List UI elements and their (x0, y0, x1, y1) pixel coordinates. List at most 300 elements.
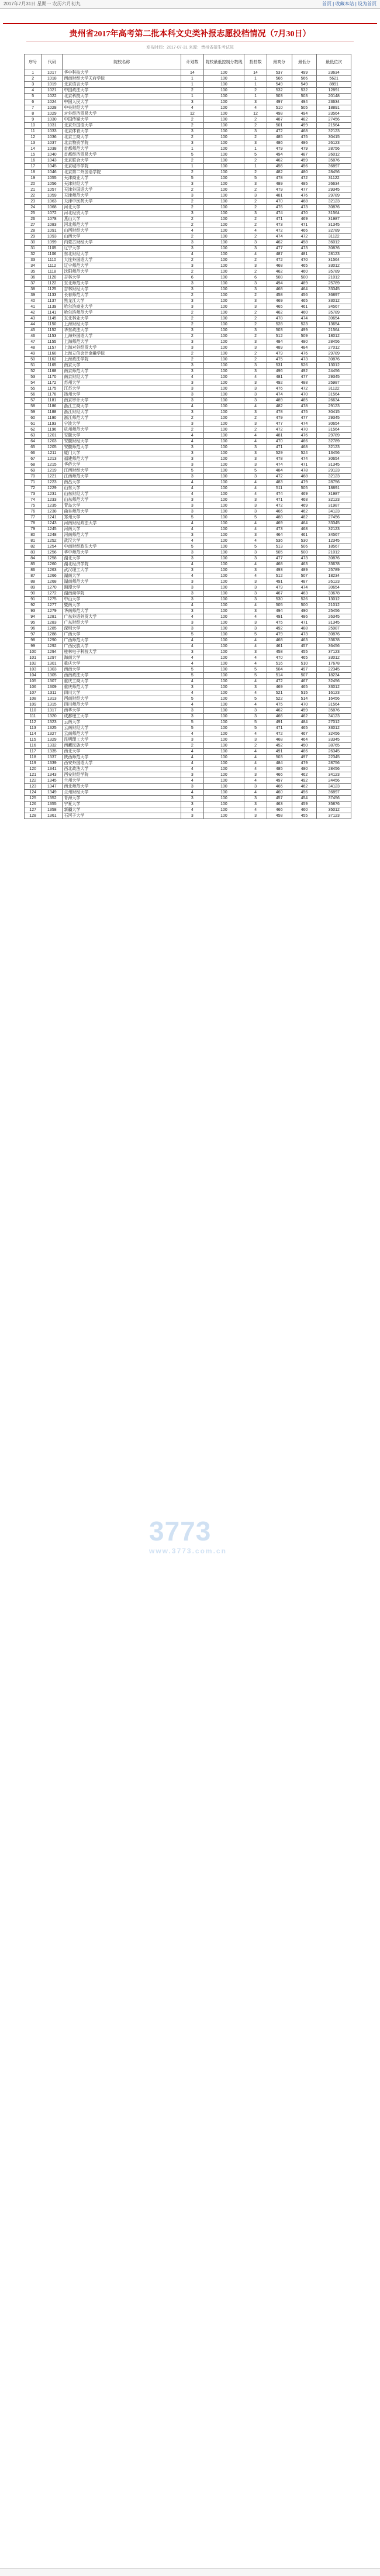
row-max: 505 (267, 550, 292, 556)
row-rank: 13012 (317, 363, 351, 369)
row-rank: 35012 (317, 807, 351, 813)
row-school: 武汉大学 (63, 538, 181, 544)
row-index: 53 (25, 374, 42, 380)
row-max: 481 (267, 374, 292, 380)
row-min-line: 100 (203, 562, 244, 568)
row-index: 54 (25, 380, 42, 386)
row-code: 1145 (42, 316, 63, 322)
row-admit: 3 (244, 796, 267, 802)
row-max: 474 (267, 491, 292, 497)
row-max: 549 (267, 82, 292, 88)
row-min-line: 100 (203, 503, 244, 509)
row-plan: 2 (181, 170, 203, 176)
row-admit: 5 (244, 152, 267, 158)
row-code: 1188 (42, 410, 63, 415)
row-min: 472 (292, 386, 317, 392)
row-school: 东北师范大学 (63, 281, 181, 287)
row-max: 472 (267, 731, 292, 737)
row-rank: 31345 (317, 620, 351, 626)
row-school: 青岛大学 (63, 503, 181, 509)
row-min-line: 100 (203, 708, 244, 714)
row-admit: 2 (244, 187, 267, 193)
row-plan: 4 (181, 486, 203, 491)
table-row (25, 240, 351, 246)
row-code: 1057 (42, 187, 63, 193)
row-rank: 31987 (317, 216, 351, 222)
row-min: 479 (292, 480, 317, 486)
row-rank: 31122 (317, 386, 351, 392)
row-admit: 1 (244, 94, 267, 99)
row-index: 33 (25, 257, 42, 263)
row-admit: 3 (244, 620, 267, 626)
row-max: 537 (267, 70, 292, 76)
row-min: 450 (292, 743, 317, 749)
row-min-line: 100 (203, 737, 244, 743)
row-min-line: 100 (203, 123, 244, 129)
row-rank: 23634 (317, 99, 351, 105)
row-min: 484 (292, 720, 317, 725)
row-index: 58 (25, 404, 42, 410)
row-max: 528 (267, 322, 292, 328)
row-rank: 32789 (317, 228, 351, 234)
row-min-line: 100 (203, 620, 244, 626)
row-min: 477 (292, 415, 317, 421)
row-max: 566 (267, 76, 292, 82)
row-school: 中南财经政法大学 (63, 544, 181, 550)
row-plan: 3 (181, 737, 203, 743)
row-school: 哈尔滨师范大学 (63, 310, 181, 316)
row-min-line: 100 (203, 778, 244, 784)
table-row (25, 445, 351, 450)
row-school: 西安财经学院 (63, 772, 181, 778)
table-row (25, 293, 351, 298)
table-row (25, 310, 351, 316)
row-index: 55 (25, 386, 42, 392)
row-rank: 18012 (317, 333, 351, 339)
row-plan: 4 (181, 404, 203, 410)
row-min-line: 100 (203, 655, 244, 661)
row-min: 469 (292, 216, 317, 222)
row-min: 469 (292, 503, 317, 509)
row-code: 1181 (42, 398, 63, 404)
row-max: 532 (267, 88, 292, 94)
row-index: 108 (25, 696, 42, 702)
row-code: 1268 (42, 579, 63, 585)
row-index: 47 (25, 339, 42, 345)
row-index: 71 (25, 480, 42, 486)
table-row (25, 568, 351, 573)
row-school: 首都经济贸易大学 (63, 152, 181, 158)
row-index: 79 (25, 527, 42, 532)
row-rank: 5621 (317, 76, 351, 82)
row-code: 1168 (42, 369, 63, 374)
row-plan: 3 (181, 421, 203, 427)
row-min-line: 100 (203, 491, 244, 497)
row-plan: 2 (181, 427, 203, 433)
row-min: 480 (292, 766, 317, 772)
row-code: 1352 (42, 796, 63, 802)
row-min: 474 (292, 421, 317, 427)
row-rank: 25987 (317, 626, 351, 632)
row-code: 1279 (42, 608, 63, 614)
row-code: 1036 (42, 135, 63, 140)
row-min: 487 (292, 152, 317, 158)
row-rank: 27012 (317, 720, 351, 725)
table-row (25, 708, 351, 714)
row-admit: 4 (244, 749, 267, 755)
row-plan: 4 (181, 790, 203, 796)
row-min: 462 (292, 784, 317, 790)
row-min-line: 100 (203, 404, 244, 410)
row-admit: 3 (244, 380, 267, 386)
table-row (25, 187, 351, 193)
row-min: 480 (292, 170, 317, 176)
row-admit: 4 (244, 755, 267, 761)
row-admit: 3 (244, 129, 267, 135)
row-rank: 25789 (317, 568, 351, 573)
row-index: 39 (25, 293, 42, 298)
row-index: 18 (25, 170, 42, 176)
col-admit: 投档数 (244, 54, 267, 70)
row-school: 广西师范大学 (63, 638, 181, 644)
row-index: 21 (25, 187, 42, 193)
row-index: 50 (25, 357, 42, 363)
row-school: 天津外国语大学 (63, 187, 181, 193)
row-rank: 36897 (317, 790, 351, 796)
row-plan: 5 (181, 667, 203, 673)
row-rank: 18234 (317, 573, 351, 579)
row-admit: 3 (244, 737, 267, 743)
row-min-line: 100 (203, 480, 244, 486)
row-school: 武汉理工大学 (63, 568, 181, 573)
row-max: 465 (267, 304, 292, 310)
row-admit: 2 (244, 333, 267, 339)
row-school: 天津商业大学 (63, 176, 181, 181)
row-plan: 3 (181, 281, 203, 287)
row-min-line: 100 (203, 345, 244, 351)
row-school: 厦门大学 (63, 450, 181, 456)
row-code: 1345 (42, 778, 63, 784)
row-min: 526 (292, 363, 317, 369)
row-admit: 5 (244, 673, 267, 679)
row-index: 92 (25, 603, 42, 608)
row-code: 1294 (42, 649, 63, 655)
row-admit: 3 (244, 497, 267, 503)
row-code: 1059 (42, 193, 63, 199)
row-max: 461 (267, 644, 292, 649)
row-max: 456 (267, 164, 292, 170)
row-min: 468 (292, 199, 317, 205)
row-min-line: 100 (203, 234, 244, 240)
row-admit: 3 (244, 304, 267, 310)
row-code: 1339 (42, 761, 63, 766)
row-admit: 4 (244, 790, 267, 796)
top-links[interactable]: 首页 | 收藏本站 | 设为首页 (322, 1, 376, 6)
table-row (25, 731, 351, 737)
row-plan: 2 (181, 222, 203, 228)
table-row (25, 392, 351, 398)
row-plan: 3 (181, 386, 203, 392)
row-index: 49 (25, 351, 42, 357)
row-min: 532 (292, 88, 317, 94)
row-code: 1241 (42, 515, 63, 521)
row-index: 10 (25, 123, 42, 129)
row-min-line: 100 (203, 450, 244, 456)
row-min: 510 (292, 661, 317, 667)
row-max: 474 (267, 392, 292, 398)
col-rank: 最低位次 (317, 54, 351, 70)
row-min-line: 100 (203, 772, 244, 778)
row-school: 浙江财经大学 (63, 410, 181, 415)
row-plan: 3 (181, 240, 203, 246)
row-rank: 26345 (317, 749, 351, 755)
row-code: 1349 (42, 790, 63, 796)
row-code: 1213 (42, 456, 63, 462)
table-row (25, 369, 351, 374)
row-rank: 35789 (317, 269, 351, 275)
row-index: 60 (25, 415, 42, 421)
table-row (25, 462, 351, 468)
row-rank: 27456 (317, 117, 351, 123)
row-max: 462 (267, 158, 292, 164)
row-school: 安徽师范大学 (63, 445, 181, 450)
row-index: 42 (25, 310, 42, 316)
row-code: 1155 (42, 339, 63, 345)
row-index: 13 (25, 140, 42, 146)
row-plan: 2 (181, 205, 203, 211)
row-max: 477 (267, 246, 292, 252)
col-min: 最低分 (292, 54, 317, 70)
row-max: 482 (267, 170, 292, 176)
row-school: 北京第二外国语学院 (63, 170, 181, 176)
row-rank: 35789 (317, 310, 351, 316)
row-min: 494 (292, 111, 317, 117)
row-max: 503 (267, 755, 292, 761)
table-row (25, 410, 351, 415)
row-index: 48 (25, 345, 42, 351)
table-row (25, 304, 351, 310)
row-rank: 29789 (317, 433, 351, 439)
row-min-line: 100 (203, 649, 244, 655)
row-min: 458 (292, 240, 317, 246)
row-admit: 3 (244, 597, 267, 603)
row-code: 1153 (42, 333, 63, 339)
row-max: 478 (267, 410, 292, 415)
row-index: 66 (25, 450, 42, 456)
row-index: 4 (25, 88, 42, 94)
row-min-line: 100 (203, 608, 244, 614)
row-admit: 3 (244, 708, 267, 714)
row-admit: 2 (244, 170, 267, 176)
row-rank: 30654 (317, 456, 351, 462)
row-index: 40 (25, 298, 42, 304)
row-admit: 12 (244, 111, 267, 117)
row-min-line: 100 (203, 497, 244, 503)
row-admit: 2 (244, 357, 267, 363)
row-admit: 3 (244, 802, 267, 807)
row-code: 1335 (42, 749, 63, 755)
row-admit: 3 (244, 193, 267, 199)
row-max: 478 (267, 176, 292, 181)
row-min: 472 (292, 176, 317, 181)
row-admit: 4 (244, 521, 267, 527)
row-plan: 4 (181, 538, 203, 544)
row-plan: 3 (181, 462, 203, 468)
row-school: 湖南大学 (63, 573, 181, 579)
row-max: 466 (267, 807, 292, 813)
row-rank: 26345 (317, 614, 351, 620)
table-row (25, 298, 351, 304)
row-admit: 4 (244, 638, 267, 644)
row-plan: 3 (181, 591, 203, 597)
row-code: 1301 (42, 661, 63, 667)
row-rank: 30876 (317, 632, 351, 638)
row-min-line: 100 (203, 357, 244, 363)
row-min-line: 100 (203, 690, 244, 696)
row-school: 陕西师范大学 (63, 755, 181, 761)
row-code: 1093 (42, 234, 63, 240)
row-plan: 4 (181, 766, 203, 772)
row-min: 478 (292, 404, 317, 410)
row-min-line: 100 (203, 257, 244, 263)
row-min-line: 100 (203, 246, 244, 252)
row-admit: 3 (244, 99, 267, 105)
row-admit: 4 (244, 614, 267, 620)
row-min-line: 100 (203, 661, 244, 667)
row-admit: 4 (244, 573, 267, 579)
row-max: 522 (267, 696, 292, 702)
row-plan: 3 (181, 287, 203, 293)
row-code: 1341 (42, 766, 63, 772)
row-code: 1281 (42, 614, 63, 620)
row-index: 82 (25, 544, 42, 550)
table-row (25, 679, 351, 685)
table-row (25, 655, 351, 661)
row-rank: 33678 (317, 638, 351, 644)
row-code: 1233 (42, 497, 63, 503)
table-row (25, 205, 351, 211)
row-min-line: 100 (203, 216, 244, 222)
row-code: 1141 (42, 310, 63, 316)
row-rank: 16456 (317, 696, 351, 702)
row-admit: 4 (244, 538, 267, 544)
table-row (25, 562, 351, 568)
row-max: 462 (267, 310, 292, 316)
row-max: 488 (267, 515, 292, 521)
row-index: 6 (25, 99, 42, 105)
table-row (25, 550, 351, 556)
row-school: 南京大学 (63, 363, 181, 369)
row-school: 内蒙古财经大学 (63, 240, 181, 246)
row-code: 1252 (42, 538, 63, 544)
row-max: 481 (267, 433, 292, 439)
row-plan: 6 (181, 275, 203, 281)
row-max: 472 (267, 129, 292, 135)
row-code: 1037 (42, 140, 63, 146)
table-row (25, 257, 351, 263)
row-school: 曲阜师范大学 (63, 509, 181, 515)
row-min-line: 100 (203, 796, 244, 802)
row-max: 472 (267, 427, 292, 433)
row-rank: 26634 (317, 398, 351, 404)
site-watermark: 3773 www.3773.com.cn (149, 1516, 227, 1555)
row-plan: 2 (181, 135, 203, 140)
row-plan: 4 (181, 491, 203, 497)
row-plan: 3 (181, 181, 203, 187)
row-code: 1347 (42, 784, 63, 790)
row-plan: 4 (181, 252, 203, 257)
row-admit: 4 (244, 486, 267, 491)
row-plan: 4 (181, 573, 203, 579)
row-index: 24 (25, 205, 42, 211)
row-plan: 5 (181, 720, 203, 725)
row-school: 吉林财经大学 (63, 287, 181, 293)
row-school: 山东财经大学 (63, 491, 181, 497)
row-school: 河北大学 (63, 205, 181, 211)
row-rank: 33012 (317, 655, 351, 661)
row-min: 497 (292, 667, 317, 673)
table-row (25, 316, 351, 322)
row-admit: 3 (244, 345, 267, 351)
table-row (25, 544, 351, 550)
row-school: 燕山大学 (63, 216, 181, 222)
row-admit: 2 (244, 123, 267, 129)
row-min: 524 (292, 450, 317, 456)
row-rank: 32456 (317, 731, 351, 737)
row-min-line: 100 (203, 369, 244, 374)
row-max: 474 (267, 234, 292, 240)
row-admit: 4 (244, 439, 267, 445)
row-max: 497 (267, 778, 292, 784)
row-rank: 30415 (317, 135, 351, 140)
table-row (25, 199, 351, 205)
row-plan: 3 (181, 140, 203, 146)
row-code: 1272 (42, 591, 63, 597)
row-rank: 26123 (317, 140, 351, 146)
row-code: 1343 (42, 772, 63, 778)
table-row (25, 152, 351, 158)
row-school: 云南大学 (63, 720, 181, 725)
row-admit: 4 (244, 491, 267, 497)
row-index: 84 (25, 556, 42, 562)
row-min: 488 (292, 626, 317, 632)
row-admit: 2 (244, 415, 267, 421)
row-rank: 13012 (317, 597, 351, 603)
row-index: 123 (25, 784, 42, 790)
row-min-line: 100 (203, 568, 244, 573)
row-code: 1150 (42, 322, 63, 328)
row-plan: 3 (181, 708, 203, 714)
row-school: 桂林电子科技大学 (63, 649, 181, 655)
row-admit: 4 (244, 374, 267, 380)
row-rank: 8891 (317, 82, 351, 88)
row-rank: 13456 (317, 450, 351, 456)
row-school: 湖南商学院 (63, 591, 181, 597)
row-rank: 34123 (317, 784, 351, 790)
row-admit: 4 (244, 228, 267, 234)
row-school: 广西民族大学 (63, 644, 181, 649)
row-school: 西南政法大学 (63, 673, 181, 679)
row-code: 1190 (42, 415, 63, 421)
table-row (25, 532, 351, 538)
row-plan: 2 (181, 310, 203, 316)
row-rank: 29345 (317, 374, 351, 380)
row-min: 486 (292, 140, 317, 146)
row-rank: 32789 (317, 439, 351, 445)
row-min-line: 100 (203, 433, 244, 439)
table-row (25, 649, 351, 655)
row-max: 513 (267, 544, 292, 550)
